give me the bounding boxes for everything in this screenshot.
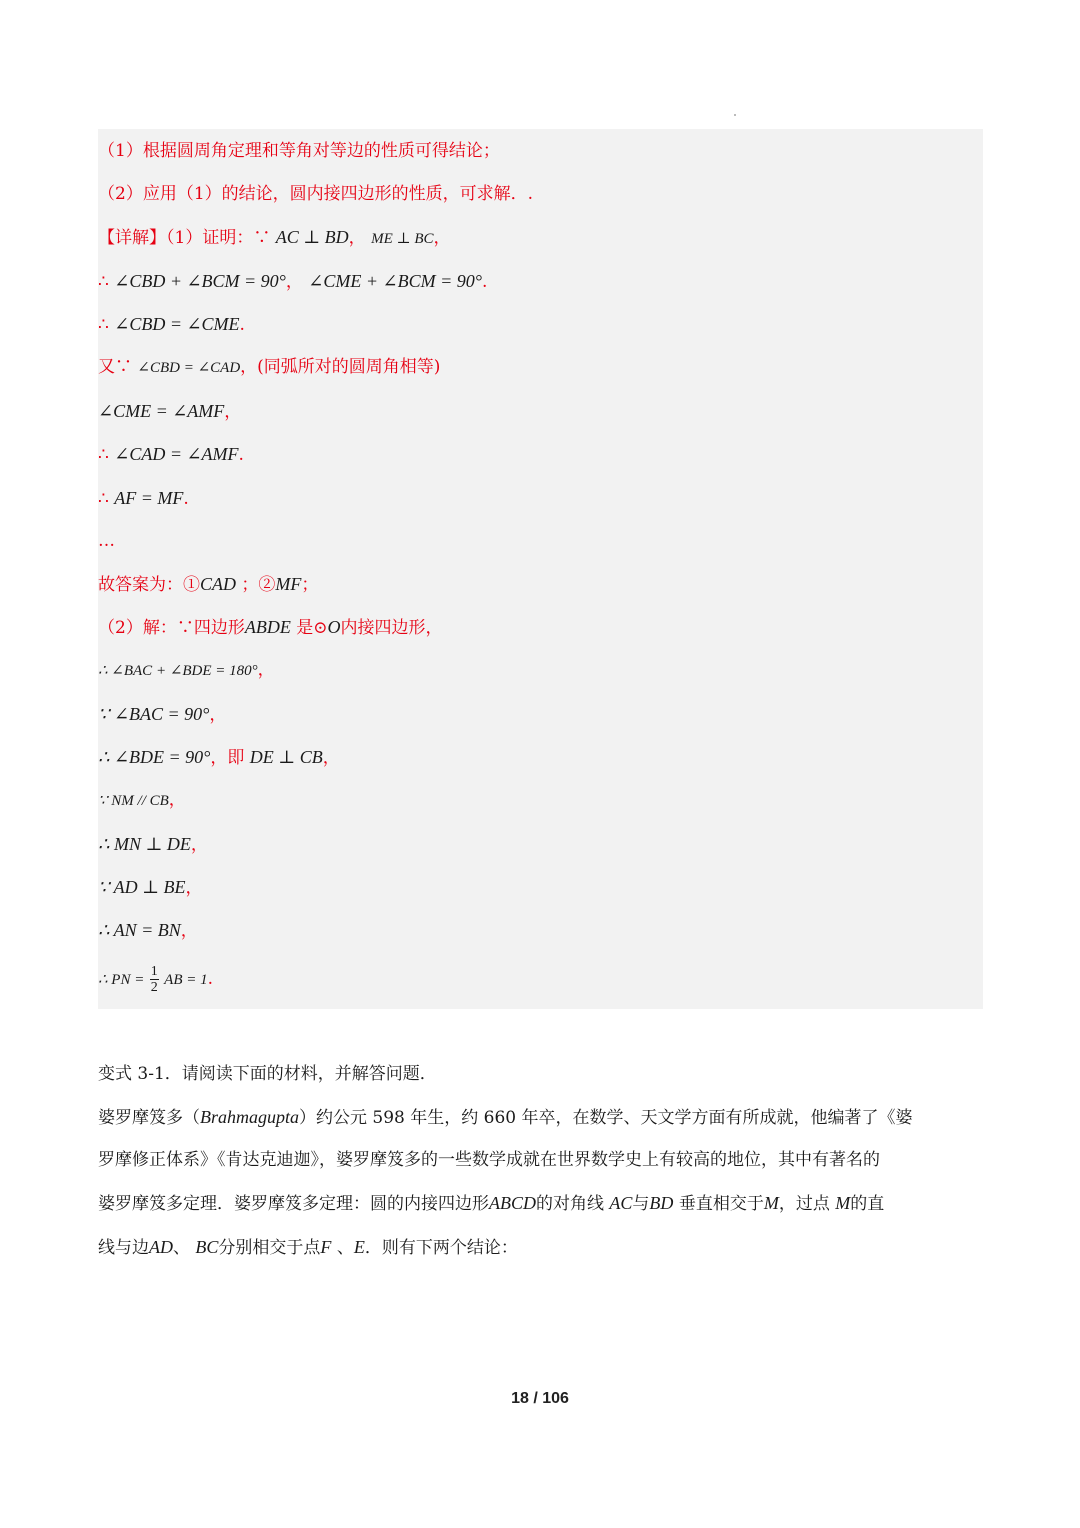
solution-line-5: ∴ ∠CBD = ∠CME.: [98, 314, 245, 335]
solution-line-9: ∴ AF = MF.: [98, 488, 189, 509]
variant-paragraph-line-3: 婆罗摩笈多定理．婆罗摩笈多定理：圆的内接四边形ABCD的对角线 AC与BD 垂直相交于M，过点 M的直: [98, 1193, 885, 1214]
solution-line-3: 【详解】（1）证明：∵ AC ⊥ BD， ME ⊥ BC，: [98, 227, 451, 248]
variant-paragraph-line-1: 婆罗摩笈多（Brahmagupta）约公元 598 年生，约 660 年卒，在数学、天文学方面有所成就，他编著了《婆: [98, 1107, 913, 1128]
solution-line-20: ∴ PN = $\frac{1}{2}$ AB = 1.: [98, 964, 214, 995]
solution-ellipsis: …: [98, 531, 115, 551]
solution-line-1: （1）根据圆周角定理和等角对等边的性质可得结论；: [98, 141, 500, 161]
solution-line-4: ∴ ∠CBD + ∠BCM = 90°， ∠CME + ∠BCM = 90°.: [98, 271, 488, 292]
solution-line-19: ∴ AN = BN，: [98, 920, 198, 941]
fraction-one-half: $\frac{1}{2}$: [150, 964, 158, 995]
solution-line-6: 又∵ ∠CBD = ∠CAD，(同弧所对的圆周角相等): [98, 357, 441, 377]
solution-line-7: ∠CME = ∠AMF，: [98, 401, 242, 422]
solution-line-16: ∵ NM // CB，: [98, 790, 186, 810]
variant-paragraph-line-2: 罗摩修正体系》《肯达克迪迦》，婆罗摩笈多的一些数学成就在世界数学史上有较高的地位，其中有著名的: [98, 1150, 880, 1170]
variant-paragraph-line-4: 线与边AD、 BC分别相交于点F 、E．则有下两个结论：: [98, 1237, 518, 1258]
solution-line-17: ∴ MN ⊥ DE，: [98, 834, 208, 855]
solution-box: [98, 129, 983, 1009]
solution-line-12: （2）解：∵四边形ABDE 是⊙O内接四边形，: [98, 617, 443, 638]
solution-line-2: （2）应用（1）的结论，圆内接四边形的性质，可求解．.: [98, 184, 534, 204]
solution-line-14: ∵ ∠BAC = 90°，: [98, 704, 227, 725]
solution-line-15: ∴ ∠BDE = 90°，即 DE ⊥ CB，: [98, 747, 340, 768]
variant-title: 变式 3-1．请阅读下面的材料，并解答问题．: [98, 1064, 437, 1084]
solution-line-8: ∴ ∠CAD = ∠AMF.: [98, 444, 244, 465]
solution-line-18: ∵ AD ⊥ BE，: [98, 877, 203, 898]
page-speck: [734, 114, 736, 116]
solution-line-13: ∴ ∠BAC + ∠BDE = 180°，: [98, 660, 275, 680]
page-number: 18 / 106: [511, 1390, 569, 1407]
solution-line-11: 故答案为：①CAD ；②MF；: [98, 574, 319, 595]
